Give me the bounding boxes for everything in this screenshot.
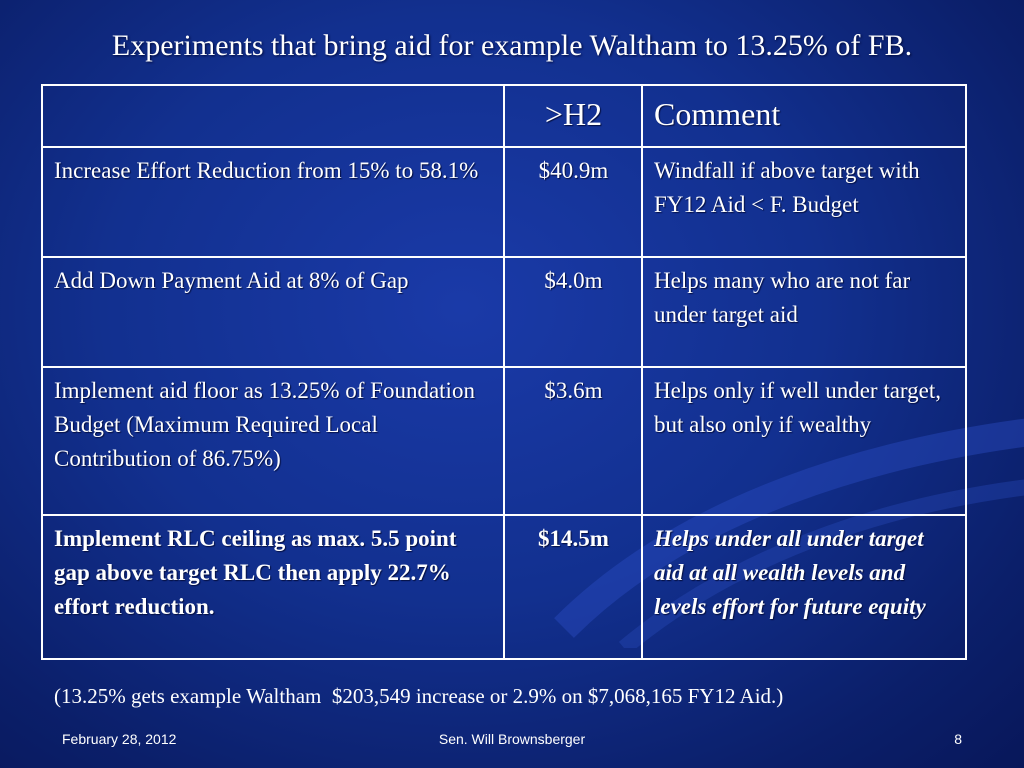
comment-cell: Helps many who are not far under target aid	[642, 257, 966, 367]
header-cell-h2: >H2	[504, 85, 642, 147]
comment-cell: Helps only if well under target, but also only if wealthy	[642, 367, 966, 515]
comment-cell: Helps under all under target aid at all wealth levels and levels effort for future equity	[642, 515, 966, 659]
header-cell-experiment	[42, 85, 504, 147]
table-header-row	[42, 85, 966, 147]
experiments-table	[41, 84, 967, 660]
table-row-highlighted	[42, 515, 966, 659]
experiment-cell: Implement RLC ceiling as max. 5.5 point gap above target RLC then apply 22.7% effort reduction.	[42, 515, 504, 659]
table-row	[42, 257, 966, 367]
table-row	[42, 367, 966, 515]
comment-cell: Windfall if above target with FY12 Aid < F. Budget	[642, 147, 966, 257]
footer-author: Sen. Will Brownsberger	[438, 731, 586, 747]
header-cell-comment: Comment	[642, 85, 966, 147]
slide-title: Experiments that bring aid for example Waltham to 13.25% of FB.	[111, 29, 913, 62]
footnote: (13.25% gets example Waltham $203,549 increase or 2.9% on $7,068,165 FY12 Aid.)	[54, 684, 784, 708]
h2-value-cell: $40.9m	[504, 147, 642, 257]
experiment-cell: Add Down Payment Aid at 8% of Gap	[42, 257, 504, 367]
h2-value-cell: $4.0m	[504, 257, 642, 367]
footer-date: February 28, 2012	[62, 731, 177, 747]
table-row	[42, 147, 966, 257]
experiment-cell: Implement aid floor as 13.25% of Foundation Budget (Maximum Required Local Contribution of 86.75%)	[42, 367, 504, 515]
experiment-cell: Increase Effort Reduction from 15% to 58.1%	[42, 147, 504, 257]
h2-value-cell: $3.6m	[504, 367, 642, 515]
h2-value-cell: $14.5m	[504, 515, 642, 659]
slide-number: 8	[954, 731, 962, 747]
